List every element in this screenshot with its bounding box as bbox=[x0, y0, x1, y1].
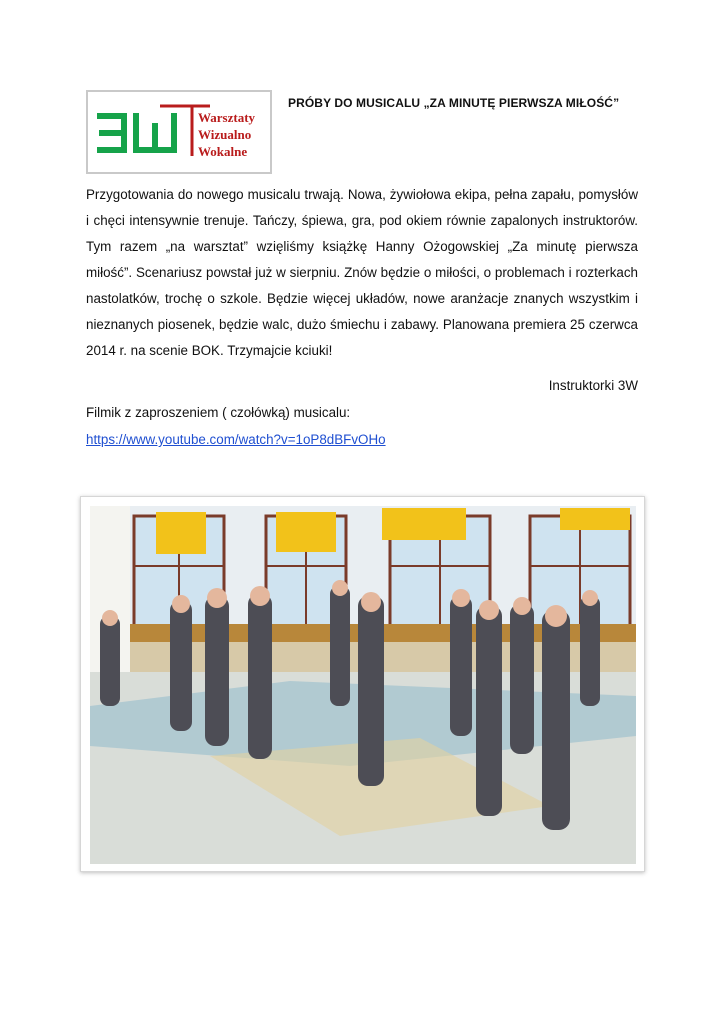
youtube-link[interactable]: https://www.youtube.com/watch?v=1oP8dBFvOHo bbox=[86, 432, 386, 447]
paragraph-text: Przygotowania do nowego musicalu trwają. Nowa, żywiołowa ekipa, pełna zapału, pomysłów i chęci intensywnie trenuje. Tańczy, śpiewa, gra, pod okiem równie zapalonych instruktorów. Tym razem „na warsztat” wzięliśmy książkę Hanny Ożogowskiej „Za minutę pierwsza miłość”. Scenariusz powstał już w sierpniu. Znów będzie o miłości, o problemach i rozterkach nastolatków, trochę o szkole. Będzie więcej układów, nowe aranżacje znanych wszystkim i nieznanych piosenek, będzie walc, dużo śmiechu i zabawy. Planowana premiera 25 czerwca 2014 r. na scenie BOK. Trzymajcie kciuki! bbox=[86, 187, 638, 358]
body-paragraph bbox=[86, 182, 638, 364]
logo-graphic bbox=[88, 92, 270, 172]
rehearsal-photo bbox=[80, 496, 645, 872]
page-title: PRÓBY DO MUSICALU „ZA MINUTĘ PIERWSZA MIŁOŚĆ” bbox=[288, 96, 620, 110]
signature: Instruktorki 3W bbox=[548, 378, 638, 393]
logo-line-1: Warsztaty bbox=[198, 110, 256, 125]
film-label: Filmik z zaproszeniem ( czołówką) musicalu: bbox=[86, 405, 351, 420]
logo-3w bbox=[86, 90, 272, 174]
rehearsal-photo-image bbox=[90, 506, 636, 864]
logo-line-3: Wokalne bbox=[198, 144, 248, 159]
logo-line-2: Wizualno bbox=[198, 127, 252, 142]
